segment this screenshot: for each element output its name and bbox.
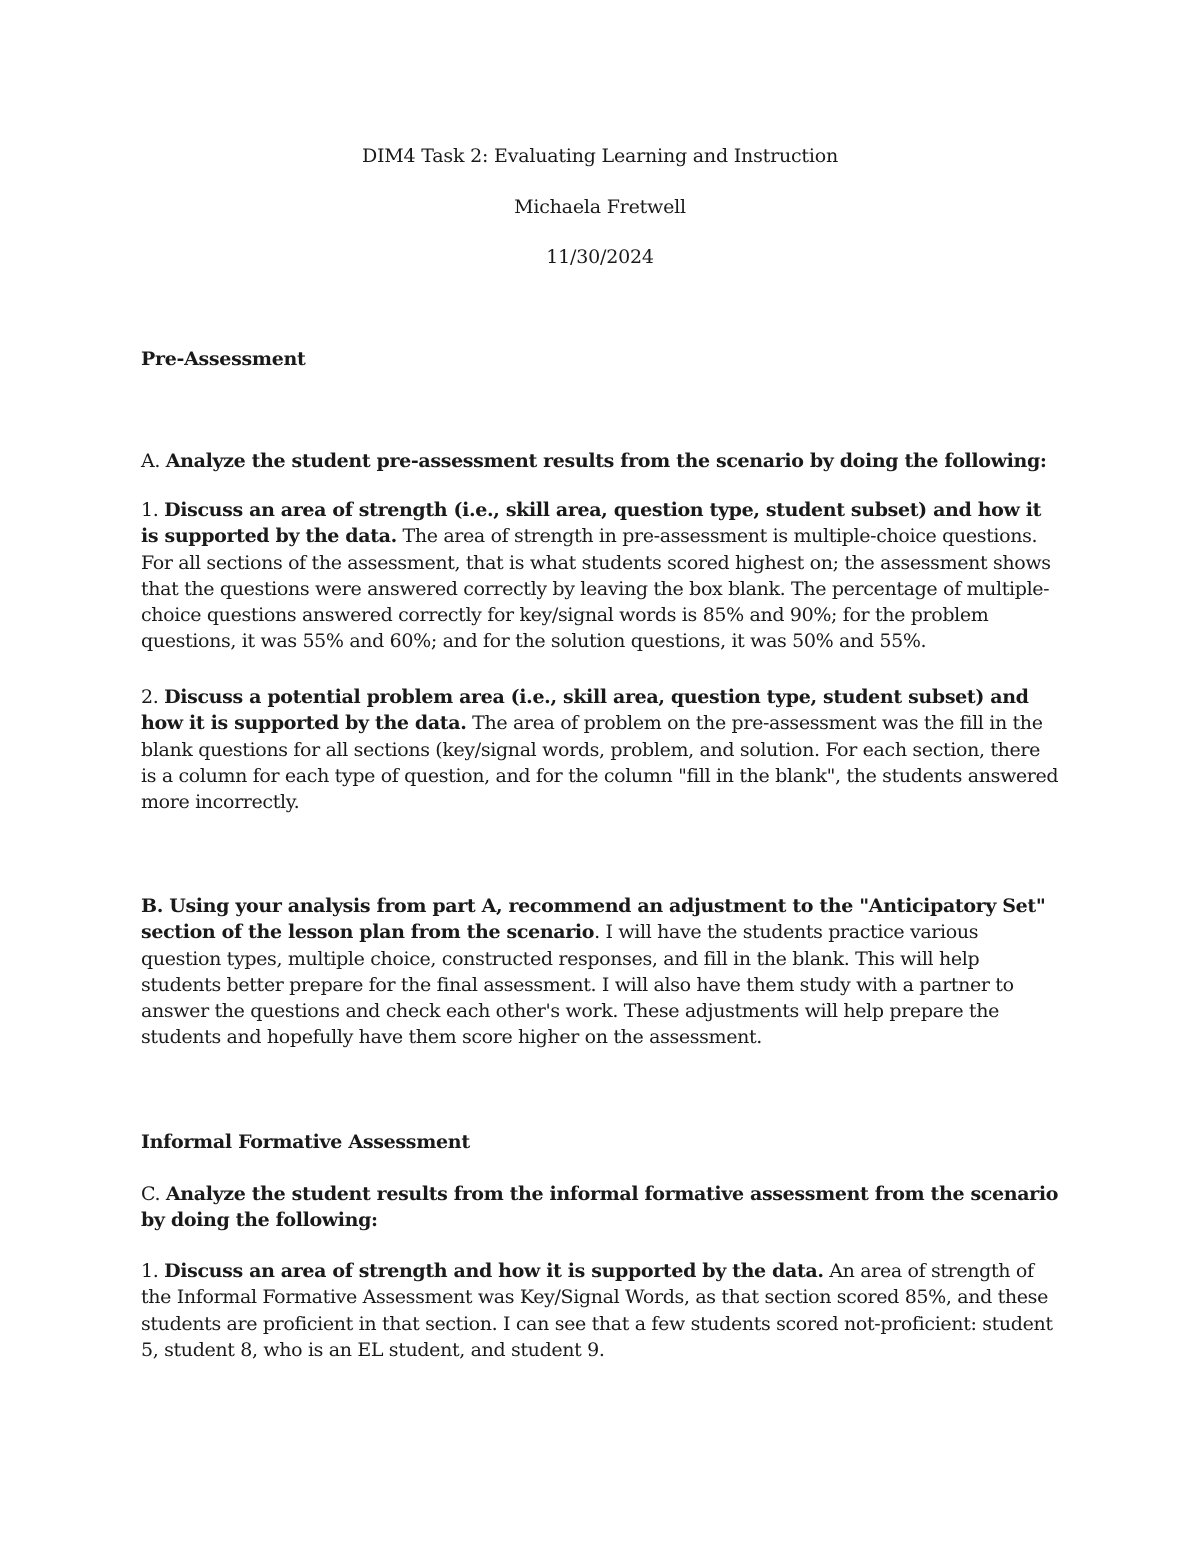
question-c1: [141, 1258, 1059, 1363]
question-a1-prompt: Discuss an area of strength (i.e., skill area, question type, student subset) and how it is supported by the data.: [141, 499, 1042, 548]
document-title: DIM4 Task 2: Evaluating Learning and Instruction: [361, 145, 839, 167]
question-a2-prefix: 2.: [141, 686, 165, 708]
question-c: [141, 1181, 1059, 1234]
question-b-prompt: B. Using your analysis from part A, recommend an adjustment to the "Anticipatory Set" section of the lesson plan from the scenario: [141, 895, 1046, 944]
document-author: Michaela Fretwell: [514, 196, 686, 218]
question-a1-response: The area of strength in pre-assessment is multiple-choice questions. For all sections of the assessment, that is what students scored highest on; the assessment shows that the questions were answered correctly by leaving the box blank. The percentage of multiple-choice questions answered correctly for key/signal words is 85% and 90%; for the problem questions, it was 55% and 60%; and for the solution questions, it was 50% and 55%.: [141, 525, 1051, 653]
question-c-prefix: C.: [141, 1183, 166, 1205]
question-b-response: . I will have the students practice various question types, multiple choice, constructed responses, and fill in the blank. This will help students better prepare for the final assessment. I will also have them study with a partner to answer the questions and check each other's work. These adjustments will help prepare the students and hopefully have them score higher on the assessment.: [141, 921, 1014, 1049]
section-heading-pre-assessment: Pre-Assessment: [141, 348, 306, 370]
question-c1-prompt: Discuss an area of strength and how it is supported by the data.: [164, 1260, 824, 1282]
question-a2-response: The area of problem on the pre-assessment was the fill in the blank questions for all sections (key/signal words, problem, and solution. For each section, there is a column for each type of question, and for the column "fill in the blank", the students answered more incorrectly.: [141, 712, 1059, 814]
section-heading-informal-formative: Informal Formative Assessment: [141, 1131, 470, 1153]
question-a2-prompt: Discuss a potential problem area (i.e., skill area, question type, student subset) and how it is supported by the data.: [141, 686, 1029, 735]
question-c-prompt: Analyze the student results from the informal formative assessment from the scenario by doing the following:: [141, 1183, 1059, 1232]
question-a: [141, 448, 1059, 474]
question-a-prompt: Analyze the student pre-assessment results from the scenario by doing the following:: [165, 450, 1047, 472]
question-b: [141, 893, 1059, 1051]
document-date: 11/30/2024: [546, 246, 654, 268]
question-a1: [141, 497, 1059, 655]
question-c1-prefix: 1.: [141, 1260, 165, 1282]
question-a1-prefix: 1.: [141, 499, 165, 521]
question-c1-response: An area of strength of the Informal Formative Assessment was Key/Signal Words, as that section scored 85%, and these students are proficient in that section. I can see that a few students scored not-proficient: student 5, student 8, who is an EL student, and student 9.: [141, 1260, 1053, 1361]
question-a2: [141, 684, 1059, 815]
question-a-prefix: A.: [141, 450, 166, 472]
